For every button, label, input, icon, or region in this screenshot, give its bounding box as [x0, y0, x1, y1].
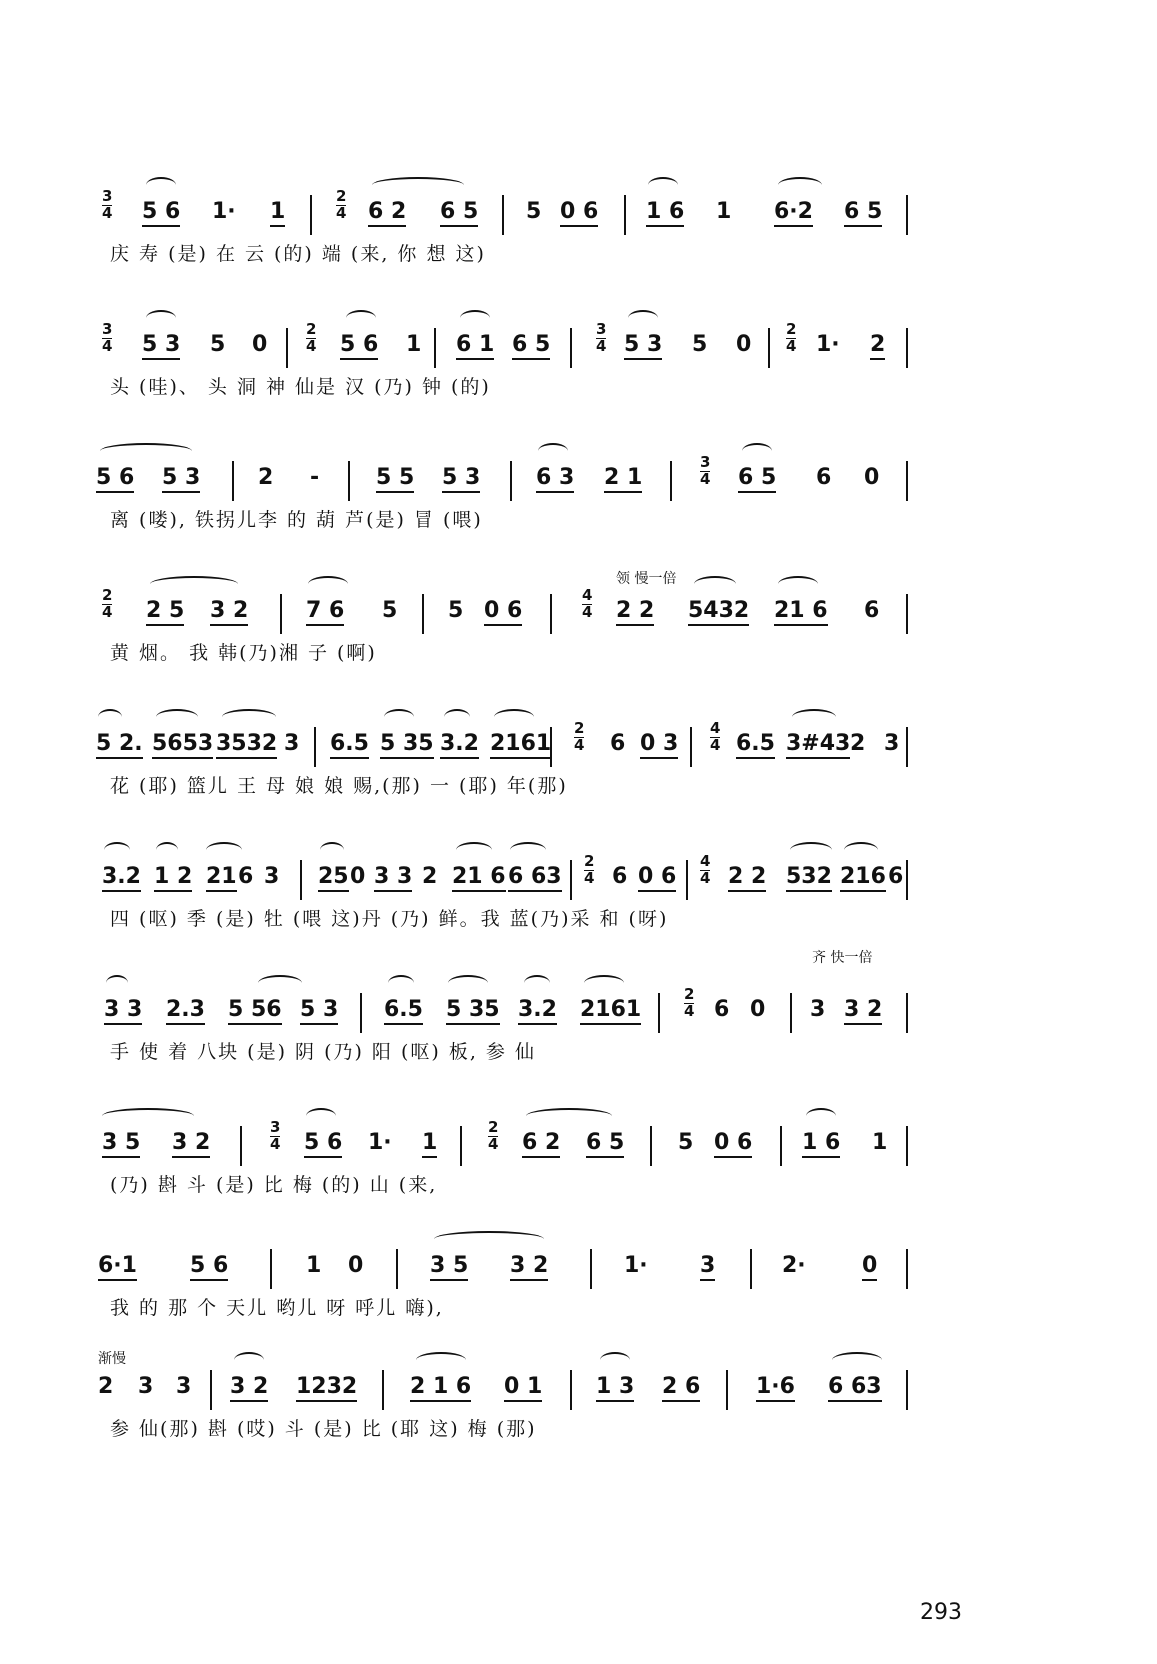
note-group: 1·	[816, 332, 840, 357]
note-group: 1·	[624, 1253, 648, 1278]
note-group: 2 2	[616, 598, 654, 626]
lyrics-line: 参 仙(那) 斟 (哎) 斗 (是) 比 (耶 这) 梅 (那)	[110, 1418, 537, 1440]
time-signature: 3 4	[700, 453, 711, 488]
note-group: 3#43	[786, 731, 850, 759]
note-group: 2 1 6	[410, 1374, 471, 1402]
time-signature: 2 4	[786, 320, 797, 355]
note-group: 1	[406, 332, 422, 357]
lyrics-line: 四 (呕) 季 (是) 牡 (喂 这)丹 (乃) 鲜。我 蓝(乃)采 和 (呀)	[110, 908, 669, 930]
time-signature: 3 4	[270, 1118, 281, 1153]
note-group: 532	[786, 864, 832, 892]
note-group: 6 2	[368, 199, 406, 227]
note-group: 1·6	[756, 1374, 795, 1402]
note-group: 3 2	[210, 598, 248, 626]
note-group: 1 3	[596, 1374, 634, 1402]
score-system-6	[102, 852, 980, 930]
time-signature: 2 4	[102, 586, 113, 621]
note-group: 6	[816, 465, 832, 490]
lyrics-line: (乃) 斟 斗 (是) 比 梅 (的) 山 (来,	[110, 1174, 438, 1196]
note-group: 5 3	[300, 997, 338, 1025]
score-system-9	[98, 1249, 980, 1319]
note-group: 5 3	[442, 465, 480, 493]
tempo-marking: 渐慢	[98, 1351, 126, 1367]
score-system-5	[96, 719, 980, 797]
note-group: 3 2	[510, 1253, 548, 1281]
note-group: 2	[422, 864, 438, 889]
note-group: 3	[264, 864, 280, 889]
note-group: 2	[870, 332, 885, 360]
note-group: 6	[714, 997, 730, 1022]
note-group: 6 5	[844, 199, 882, 227]
time-signature: 2 4	[574, 719, 585, 754]
note-group: 6.5	[736, 731, 775, 759]
score-system-3	[96, 453, 980, 531]
note-group: 6 3	[536, 465, 574, 493]
note-group: 5 5	[376, 465, 414, 493]
note-group: 1	[270, 199, 285, 227]
time-signature: 3 4	[102, 320, 113, 355]
lyrics-line: 离 (喽), 铁拐儿李 的 葫 芦(是) 冒 (喂)	[110, 509, 483, 531]
note-group: 0 1	[504, 1374, 542, 1402]
note-group: 25	[318, 864, 349, 892]
note-group: 0 6	[638, 864, 676, 892]
time-signature: 3 4	[596, 320, 607, 355]
note-group: 1·	[368, 1130, 392, 1155]
note-group: 2 1	[604, 465, 642, 493]
time-signature: 2 4	[684, 985, 695, 1020]
note-group: 5 6	[340, 332, 378, 360]
note-group: 0 6	[560, 199, 598, 227]
note-group: 6 2	[522, 1130, 560, 1158]
note-group: 0	[252, 332, 268, 357]
note-group: 5 35	[446, 997, 500, 1025]
note-group: 5 3	[624, 332, 662, 360]
time-signature: 2 4	[584, 852, 595, 887]
note-group: 6.5	[330, 731, 369, 759]
note-group: 2·	[782, 1253, 806, 1278]
time-signature: 2 4	[306, 320, 317, 355]
note-group: 5	[448, 598, 464, 623]
note-group: 5	[210, 332, 226, 357]
note-group: 2.3	[166, 997, 205, 1025]
note-group: 216	[840, 864, 886, 892]
note-group: 0 6	[714, 1130, 752, 1158]
note-group: 5 6	[304, 1130, 342, 1158]
note-group: 21	[206, 864, 237, 892]
note-group: 5	[678, 1130, 694, 1155]
note-group: 6 5	[512, 332, 550, 360]
note-group: 6·2	[774, 199, 813, 227]
page-number: 293	[920, 1600, 962, 1625]
note-group: 3	[176, 1374, 192, 1399]
note-group: 3	[138, 1374, 154, 1399]
note-group: 2 6	[662, 1374, 700, 1402]
note-group: 3 2	[172, 1130, 210, 1158]
note-group: 6 5	[738, 465, 776, 493]
note-group: 6	[864, 598, 880, 623]
note-group: 0	[862, 1253, 877, 1281]
note-group: 6 1	[456, 332, 494, 360]
note-group: 1	[872, 1130, 888, 1155]
note-group: 3 5	[102, 1130, 140, 1158]
lyrics-line: 庆 寿 (是) 在 云 (的) 端 (来, 你 想 这)	[110, 243, 486, 265]
note-group: 5 6	[190, 1253, 228, 1281]
time-signature: 4 4	[710, 719, 721, 754]
note-group: 5 3	[162, 465, 200, 493]
note-group: 5 56	[228, 997, 282, 1025]
score-system-1	[102, 187, 980, 265]
note-group: 5 6	[142, 199, 180, 227]
note-group: 2	[850, 731, 866, 756]
note-group: 3.2	[102, 864, 141, 892]
note-group: 0	[736, 332, 752, 357]
note-group: 6	[612, 864, 628, 889]
note-group: 0	[864, 465, 880, 490]
score-system-10	[98, 1351, 980, 1440]
note-group: 5	[526, 199, 542, 224]
note-group: 2 2	[728, 864, 766, 892]
note-group: 2	[258, 465, 274, 490]
note-group: 21 6	[774, 598, 828, 626]
note-group: 2161	[490, 731, 551, 759]
time-signature: 4 4	[582, 586, 593, 621]
note-group: 21 6	[452, 864, 506, 892]
note-group: 3	[284, 731, 300, 756]
note-group: 0	[750, 997, 766, 1022]
note-group: 3 3	[104, 997, 142, 1025]
note-group: 6.5	[384, 997, 423, 1025]
note-group: 5	[382, 598, 398, 623]
lyrics-line: 花 (耶) 篮儿 王 母 娘 娘 赐,(那) 一 (耶) 年(那)	[110, 775, 568, 797]
time-signature: 2 4	[488, 1118, 499, 1153]
time-signature: 4 4	[700, 852, 711, 887]
tempo-marking: 齐 快一倍	[812, 950, 873, 966]
lyrics-line: 我 的 那 个 天儿 哟儿 呀 呼儿 嗨),	[110, 1297, 444, 1319]
note-group: 5	[692, 332, 708, 357]
note-group: 6·1	[98, 1253, 137, 1281]
note-group: 5653	[152, 731, 213, 759]
lyrics-line: 黄 烟。 我 韩(乃)湘 子 (啊)	[110, 642, 377, 664]
note-group: 6	[238, 864, 254, 889]
note-group: 1232	[296, 1374, 357, 1402]
score-system-7	[104, 950, 980, 1063]
note-group: 3	[700, 1253, 715, 1281]
note-group: 3 3	[374, 864, 412, 892]
note-group: 1·	[212, 199, 236, 224]
note-group: 6	[610, 731, 626, 756]
note-group: 6 63	[508, 864, 562, 892]
note-group: 6 5	[440, 199, 478, 227]
note-group: 1 6	[802, 1130, 840, 1158]
note-group: 1 2	[154, 864, 192, 892]
note-group: 0 6	[484, 598, 522, 626]
note-group: 3.2	[440, 731, 479, 759]
score-system-8	[102, 1118, 980, 1196]
note-group: 5 2.	[96, 731, 143, 759]
note-group: 6 5	[586, 1130, 624, 1158]
lyrics-line: 手 使 着 八块 (是) 阴 (乃) 阳 (呕) 板, 参 仙	[110, 1041, 536, 1063]
score-system-2	[102, 320, 980, 398]
note-group: 1	[306, 1253, 322, 1278]
score-system-4	[102, 571, 980, 664]
note-group: 3	[884, 731, 900, 756]
note-group: 0	[348, 1253, 364, 1278]
note-group: 1	[422, 1130, 437, 1158]
note-group: 5 3	[142, 332, 180, 360]
note-group: 5 6	[96, 465, 134, 493]
note-group: -	[310, 465, 320, 490]
note-group: 3	[810, 997, 826, 1022]
time-signature: 3 4	[102, 187, 113, 222]
note-group: 2161	[580, 997, 641, 1025]
note-group: 3 2	[844, 997, 882, 1025]
note-group: 3.2	[518, 997, 557, 1025]
lyrics-line: 头 (哇)、 头 洞 神 仙是 汉 (乃) 钟 (的)	[110, 376, 491, 398]
tempo-marking: 领 慢一倍	[616, 571, 677, 587]
time-signature: 2 4	[336, 187, 347, 222]
note-group: 5 35	[380, 731, 434, 759]
note-group: 1	[716, 199, 732, 224]
note-group: 0 3	[640, 731, 678, 759]
note-group: 6	[888, 864, 904, 889]
note-group: 3 2	[230, 1374, 268, 1402]
note-group: 5432	[688, 598, 749, 626]
note-group: 3 5	[430, 1253, 468, 1281]
note-group: 6 63	[828, 1374, 882, 1402]
note-group: 2 5	[146, 598, 184, 626]
note-group: 3532	[216, 731, 277, 759]
note-group: 0	[350, 864, 366, 889]
note-group: 2	[98, 1374, 114, 1399]
note-group: 7 6	[306, 598, 344, 626]
note-group: 1 6	[646, 199, 684, 227]
